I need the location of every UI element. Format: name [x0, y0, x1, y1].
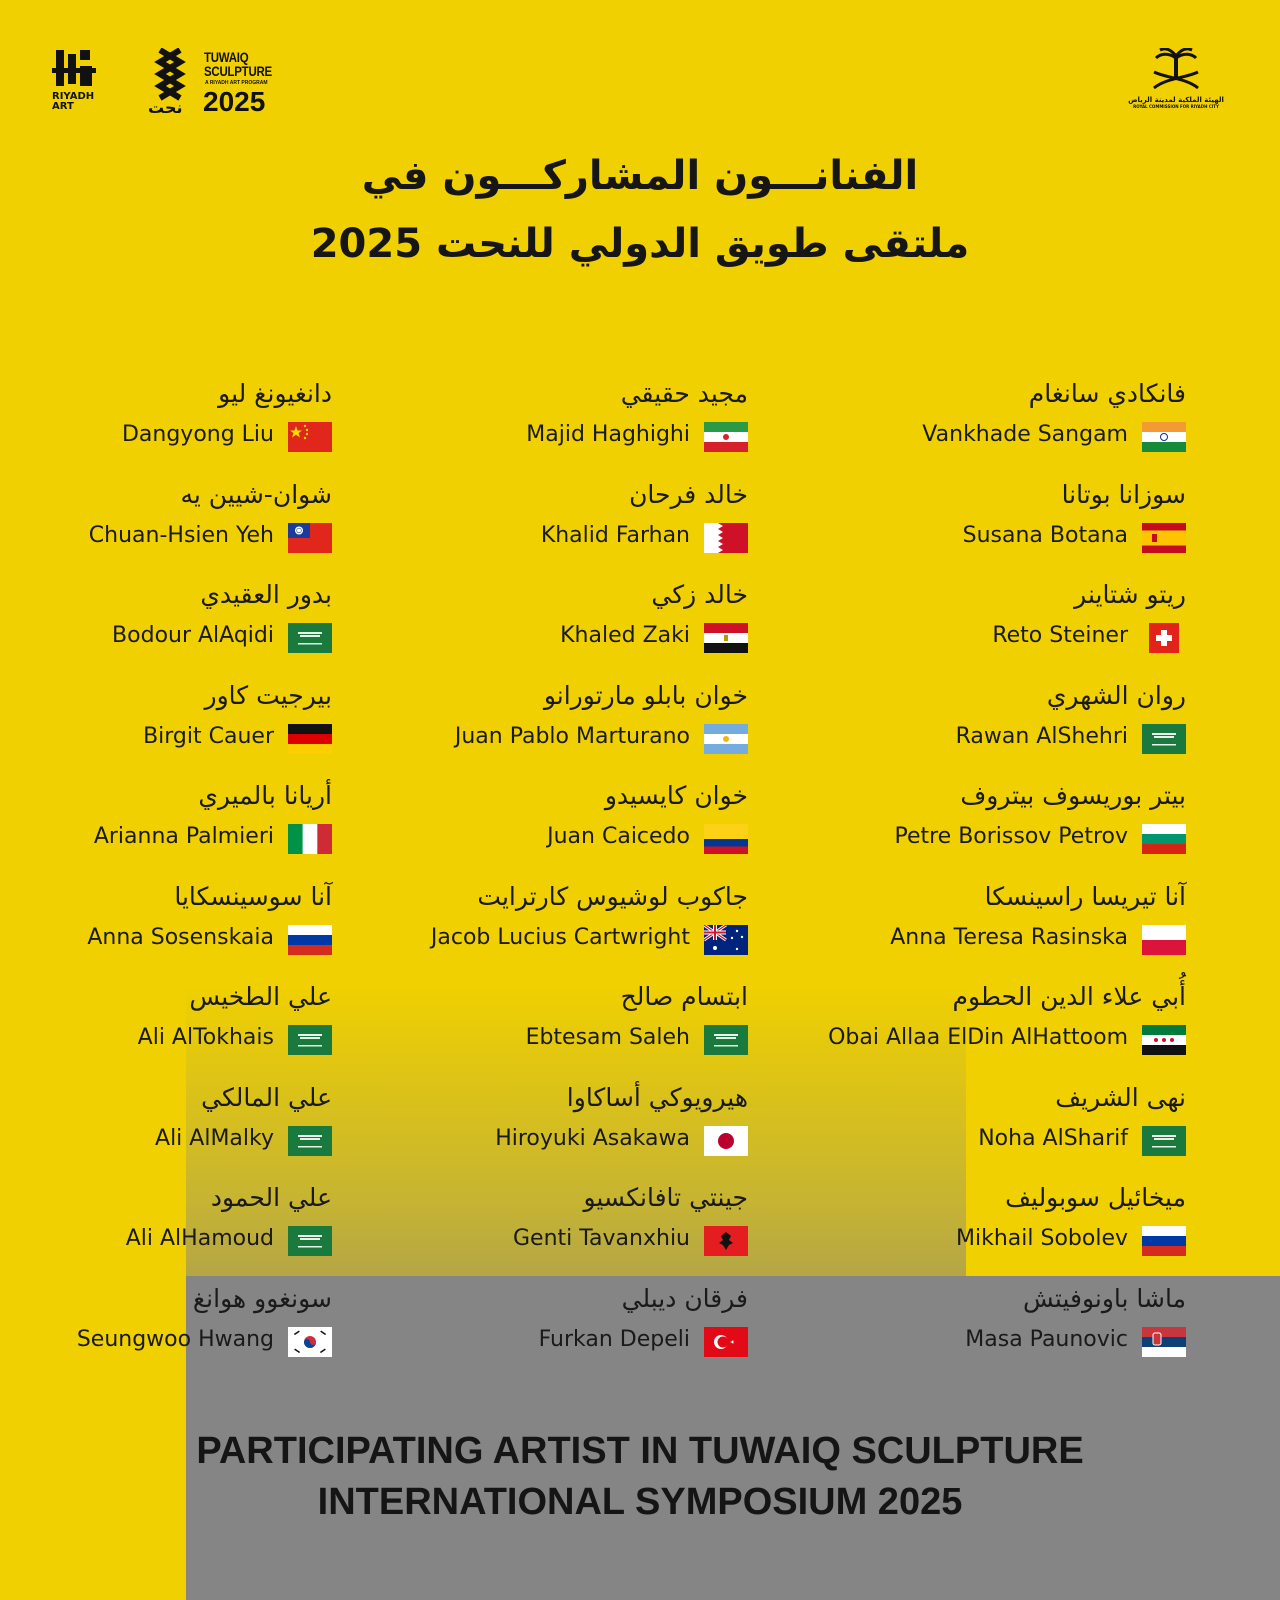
artist-name-en: Majid Haghighi [526, 422, 690, 447]
germany-flag-icon [288, 724, 332, 754]
artist-name-en: Rawan AlShehri [955, 723, 1128, 749]
artist-entry [0, 1178, 332, 1270]
artist-name-en: Ali AlHamoud [125, 1226, 274, 1251]
artist-name-ar: روان الشهري [1046, 680, 1186, 710]
riyadh-art-line2: ART [52, 101, 74, 112]
artist-name-en: Ebtesam Saleh [525, 1025, 690, 1050]
artist-entry [348, 977, 748, 1069]
artist-name-ar: خالد فرحان [629, 479, 748, 509]
italy-flag-icon [288, 824, 332, 854]
title-ar-line1: الفنانـــون المشاركـــون في [361, 153, 919, 199]
india-flag-icon [1142, 422, 1186, 452]
title-ar-line2: ملتقى طويق الدولي للنحت 2025 [310, 221, 970, 267]
australia-flag-icon [704, 925, 748, 955]
artist-entry [0, 1279, 332, 1371]
artist-name-ar: نهى الشريف [1055, 1082, 1186, 1112]
artist-name-ar: ميخائيل سوبوليف [1005, 1183, 1186, 1212]
artist-name-en: Anna Sosenskaia [87, 924, 274, 950]
artist-name-en: Petre Borissov Petrov [894, 824, 1128, 849]
artist-name-ar: فرقان ديبلي [621, 1283, 748, 1313]
syria-flag-icon [1142, 1025, 1186, 1055]
artist-name-ar: علي الطخيس [189, 982, 332, 1011]
artist-name-ar: آنا سوسينسكايا [174, 881, 332, 911]
egypt-flag-icon [704, 623, 748, 653]
bahrain-flag-icon [704, 523, 748, 553]
artist-name-en: Obai Allaa ElDin AlHattoom [828, 1025, 1128, 1050]
saudi-flag-icon [288, 1025, 332, 1055]
artist-entry [348, 877, 748, 969]
artist-entry [0, 575, 332, 667]
artist-name-en: Mikhail Sobolev [956, 1226, 1128, 1251]
artist-name-ar: علي الحمود [210, 1183, 332, 1212]
artist-entry [348, 1279, 748, 1371]
saudi-flag-icon [288, 1126, 332, 1156]
artist-name-ar: دانغيونغ ليو [218, 379, 332, 408]
japan-flag-icon [704, 1126, 748, 1156]
artist-entry [348, 676, 748, 768]
artist-entry [0, 374, 332, 466]
switzerland-flag-icon [1142, 623, 1186, 653]
artist-name-ar: فانكادي سانغام [1028, 379, 1186, 408]
artist-name-en: Masa Paunovic [965, 1326, 1128, 1352]
footer-title-line2: INTERNATIONAL SYMPOSIUM 2025 [317, 1481, 963, 1523]
artist-name-ar: خوان كايسيدو [604, 781, 748, 810]
artist-name-ar: ابتسام صالح [620, 982, 748, 1011]
taiwan-flag-icon [288, 523, 332, 553]
artist-name-ar: مجيد حقيقي [620, 379, 748, 408]
artist-name-ar: هيرويوكي أساكاوا [566, 1082, 748, 1112]
artist-name-en: Juan Pablo Marturano [454, 723, 690, 749]
artist-name-en: Khalid Farhan [540, 522, 690, 548]
artist-entry [348, 1078, 748, 1170]
artist-name-ar: خوان بابلو مارتورانو [543, 680, 748, 710]
artist-name-ar: بيرجيت كاور [204, 680, 332, 710]
artist-name-en: Vankhade Sangam [922, 422, 1128, 447]
artist-name-ar: أُبي علاء الدين الحطوم [952, 982, 1186, 1011]
artist-entry [0, 1078, 332, 1170]
artist-name-ar: سوزانا بوتانا [1061, 479, 1186, 509]
royal-commission-ar: الهيئة الملكية لمدينة الرياض [1128, 96, 1224, 104]
artist-entry [0, 676, 332, 768]
artist-entry [0, 776, 332, 868]
colombia-flag-icon [704, 824, 748, 854]
albania-flag-icon [704, 1226, 748, 1256]
artist-name-en: Bodour AlAqidi [112, 623, 274, 648]
saudi-flag-icon [704, 1025, 748, 1055]
artist-entry [348, 1178, 748, 1270]
artist-name-en: Ali AlMalky [155, 1125, 274, 1151]
artist-name-en: Arianna Palmieri [93, 824, 274, 849]
artist-name-en: Furkan Depeli [538, 1326, 690, 1352]
artist-name-en: Noha AlSharif [978, 1125, 1128, 1151]
artist-name-ar: أريانا بالميري [198, 781, 332, 810]
artist-name-ar: خالد زكي [651, 580, 748, 609]
artist-name-ar: بدور العقيدي [200, 580, 332, 609]
artist-entry [348, 776, 748, 868]
bulgaria-flag-icon [1142, 824, 1186, 854]
artist-entry [0, 977, 332, 1069]
artist-entry [786, 776, 1186, 868]
riyadh-art-line1: RIYADH [52, 91, 95, 102]
artist-name-en: Juan Caicedo [547, 824, 690, 849]
artist-name-ar: جينتي تافانكسيو [583, 1183, 748, 1212]
artist-name-en: Susana Botana [962, 522, 1128, 548]
artist-name-en: Genti Tavanxhiu [513, 1226, 690, 1251]
spain-flag-icon [1142, 523, 1186, 553]
artist-name-en: Ali AlTokhais [137, 1025, 274, 1050]
artist-name-en: Birgit Cauer [143, 723, 274, 749]
tuwaiq-line2: SCULPTURE [204, 63, 272, 79]
artist-name-en: Reto Steiner [992, 623, 1128, 648]
artist-entry [786, 475, 1186, 567]
tuwaiq-year: 2025 [203, 86, 266, 117]
artist-name-ar: ريتو شتاينر [1074, 580, 1186, 609]
artist-name-ar: شوان-شيين يه [180, 479, 332, 509]
artist-entry [786, 676, 1186, 768]
artist-entry [348, 575, 748, 667]
artist-entry [786, 1178, 1186, 1270]
artist-name-ar: جاكوب لوشيوس كارترايت [477, 881, 748, 911]
artist-entry [786, 1279, 1186, 1371]
artist-entry [786, 977, 1186, 1069]
artist-name-ar: سونغوو هوانغ [192, 1283, 332, 1313]
artist-entry [0, 475, 332, 567]
saudi-flag-icon [1142, 1126, 1186, 1156]
artist-name-en: Jacob Lucius Cartwright [430, 924, 690, 950]
artist-name-en: Seungwoo Hwang [76, 1326, 274, 1352]
artist-name-ar: ماشا باونوفيتش [1023, 1283, 1186, 1313]
korea-flag-icon [288, 1327, 332, 1357]
argentina-flag-icon [704, 724, 748, 754]
artist-name-en: Anna Teresa Rasinska [890, 924, 1128, 950]
tuwaiq-line1: TUWAIQ [204, 49, 249, 65]
russia-flag-icon [1142, 1226, 1186, 1256]
artist-name-en: Khaled Zaki [560, 623, 690, 648]
artist-entry [786, 575, 1186, 667]
artist-entry [348, 475, 748, 567]
artist-name-en: Hiroyuki Asakawa [495, 1125, 690, 1151]
poland-flag-icon [1142, 925, 1186, 955]
saudi-flag-icon [288, 623, 332, 653]
china-flag-icon [288, 422, 332, 452]
artist-entry [786, 1078, 1186, 1170]
tuwaiq-line3: A RIYADH ART PROGRAM [205, 80, 268, 86]
turkey-flag-icon [704, 1327, 748, 1357]
serbia-flag-icon [1142, 1327, 1186, 1357]
artist-name-en: Dangyong Liu [121, 422, 274, 447]
artist-name-ar: علي المالكي [201, 1082, 332, 1112]
artist-entry [786, 877, 1186, 969]
russia-flag-icon [288, 925, 332, 955]
artist-name-ar: آنا تيريسا راسينسكا [984, 881, 1186, 911]
artist-name-en: Chuan-Hsien Yeh [88, 522, 274, 548]
tuwaiq-ar-label: نحت [148, 98, 183, 117]
saudi-flag-icon [288, 1226, 332, 1256]
artist-entry [786, 374, 1186, 466]
iran-flag-icon [704, 422, 748, 452]
artist-entry [0, 877, 332, 969]
artist-name-ar: بيتر بوريسوف بيتروف [960, 781, 1186, 810]
footer-title-line1: PARTICIPATING ARTIST IN TUWAIQ SCULPTURE [196, 1430, 1084, 1472]
royal-commission-en: ROYAL COMMISSION FOR RIYADH CITY [1133, 104, 1219, 109]
saudi-flag-icon [1142, 724, 1186, 754]
artist-entry [348, 374, 748, 466]
